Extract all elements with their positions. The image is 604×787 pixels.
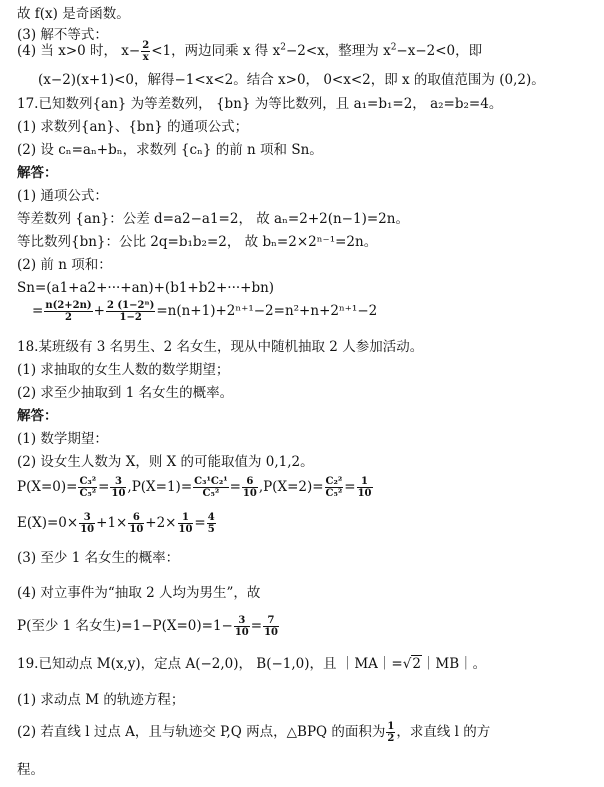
answer-17-sum-result: = $\frac{n(2+2n)}{2}$ + $\frac{\text{2 (1−2ⁿ)}}{1-2}$ =n(n+1)+2ⁿ⁺¹−2=n²+n+2ⁿ⁺¹−2	[32, 300, 378, 323]
text-line-solution-range: (x−2)(x+1)<0，解得−1<x<2。结合 x>0， 0<x<2，即 x 的取值范围为 (0,2)。	[38, 72, 545, 88]
answer-18-complement: (4) 对立事件为“抽取 2 人均为男生”，故	[17, 585, 261, 601]
problem-17-question-1: (1) 求数列{an}、{bn} 的通项公式；	[17, 119, 249, 135]
answer-18-part3-heading: (3) 至少 1 名女生的概率：	[17, 550, 180, 566]
problem-19-question-1: (1) 求动点 M 的轨迹方程；	[17, 692, 185, 708]
problem-19-question-2: (2) 若直线 l 过点 A，且与轨迹交 P,Q 两点，△BPQ 的面积为 $\frac{1}{2}$ ，求直线 l 的方	[17, 721, 491, 744]
sqrt-symbol: √2	[402, 656, 421, 672]
fraction-2-over-x: $\frac{2}{x}$	[142, 40, 150, 63]
text-line-conclusion: 故 f(x) 是奇函数。	[17, 6, 130, 22]
text-line-part4-inequality: (4) 当 x>0 时， x− $\frac{2}{x}$ <1，两边同乘 x 得 $x^2-2<x$，整理为 $x^2-x-2<0$，即	[17, 40, 483, 63]
answer-17-part2-heading: (2) 前 n 项和：	[17, 257, 112, 273]
answer-18-part1-heading: (1) 数学期望：	[17, 431, 108, 447]
fraction-sum-arith: $\frac{n(2+2n)}{2}$	[45, 300, 92, 323]
problem-18-question-1: (1) 求抽取的女生人数的数学期望；	[17, 362, 230, 378]
problem-19-question-2-continued: 程。	[17, 762, 44, 778]
answer-17-part1-heading: (1) 通项公式：	[17, 188, 108, 204]
answer-heading-17: 解答：	[17, 165, 58, 181]
text-line-part3-heading: (3) 解不等式：	[17, 27, 108, 43]
problem-17-question-2: (2) 设 cₙ=aₙ+bₙ，求数列 {cₙ} 的前 n 项和 Sn。	[17, 142, 323, 158]
problem-18-statement: 18.某班级有 3 名男生、2 名女生，现从中随机抽取 2 人参加活动。	[17, 339, 424, 355]
problem-17-statement: 17.已知数列{an} 为等差数列， {bn} 为等比数列，且 a₁=b₁=2， a₂=b₂=4。	[17, 96, 503, 112]
fraction-sum-geom: $\frac{\text{2 (1−2ⁿ)}}{1-2}$	[106, 300, 155, 323]
answer-heading-18: 解答：	[17, 408, 58, 424]
answer-17-arithmetic: 等差数列 {an}：公差 d=a2−a1=2， 故 aₙ=2+2(n−1)=2n。	[17, 211, 409, 227]
answer-18-result: P(至少 1 名女生)=1−P(X=0)=1− $\frac{3}{10}$ = $\frac{7}{10}$	[17, 615, 278, 638]
problem-18-question-2: (2) 求至少抽取到 1 名女生的概率。	[17, 385, 234, 401]
answer-17-geometric: 等比数列{bn}：公比 2q=b₁b₂=2， 故 bₙ=2×2ⁿ⁻¹=2n。	[17, 234, 378, 250]
answer-18-probabilities: P(X=0)= $\frac{\text{C₃²}}{\text{C₅²}}$ = $\frac{3}{10}$ ,P(X=1)= $\frac{\text{C₃¹C₂¹}}{\text{C₅²}}$ = $\frac{6}{10}$ ,P(X=2)= $\frac{\text{C₂²}}{\text{C₅²}}$ = $\frac{1}{10}$	[17, 476, 372, 499]
answer-18-random-variable: (2) 设女生人数为 X，则 X 的可能取值为 0,1,2。	[17, 454, 314, 470]
problem-19-statement: 19.已知动点 M(x,y)，定点 A(−2,0)， B(−1,0)，且 ｜MA｜=√2｜MB｜。	[17, 656, 487, 672]
answer-18-expectation: E(X)=0× $\frac{3}{10}$ +1× $\frac{6}{10}$ +2× $\frac{1}{10}$ = $\frac{4}{5}$	[17, 512, 215, 535]
answer-17-sum-expression: Sn=(a1+a2+···+an)+(b1+b2+···+bn)	[17, 280, 275, 296]
